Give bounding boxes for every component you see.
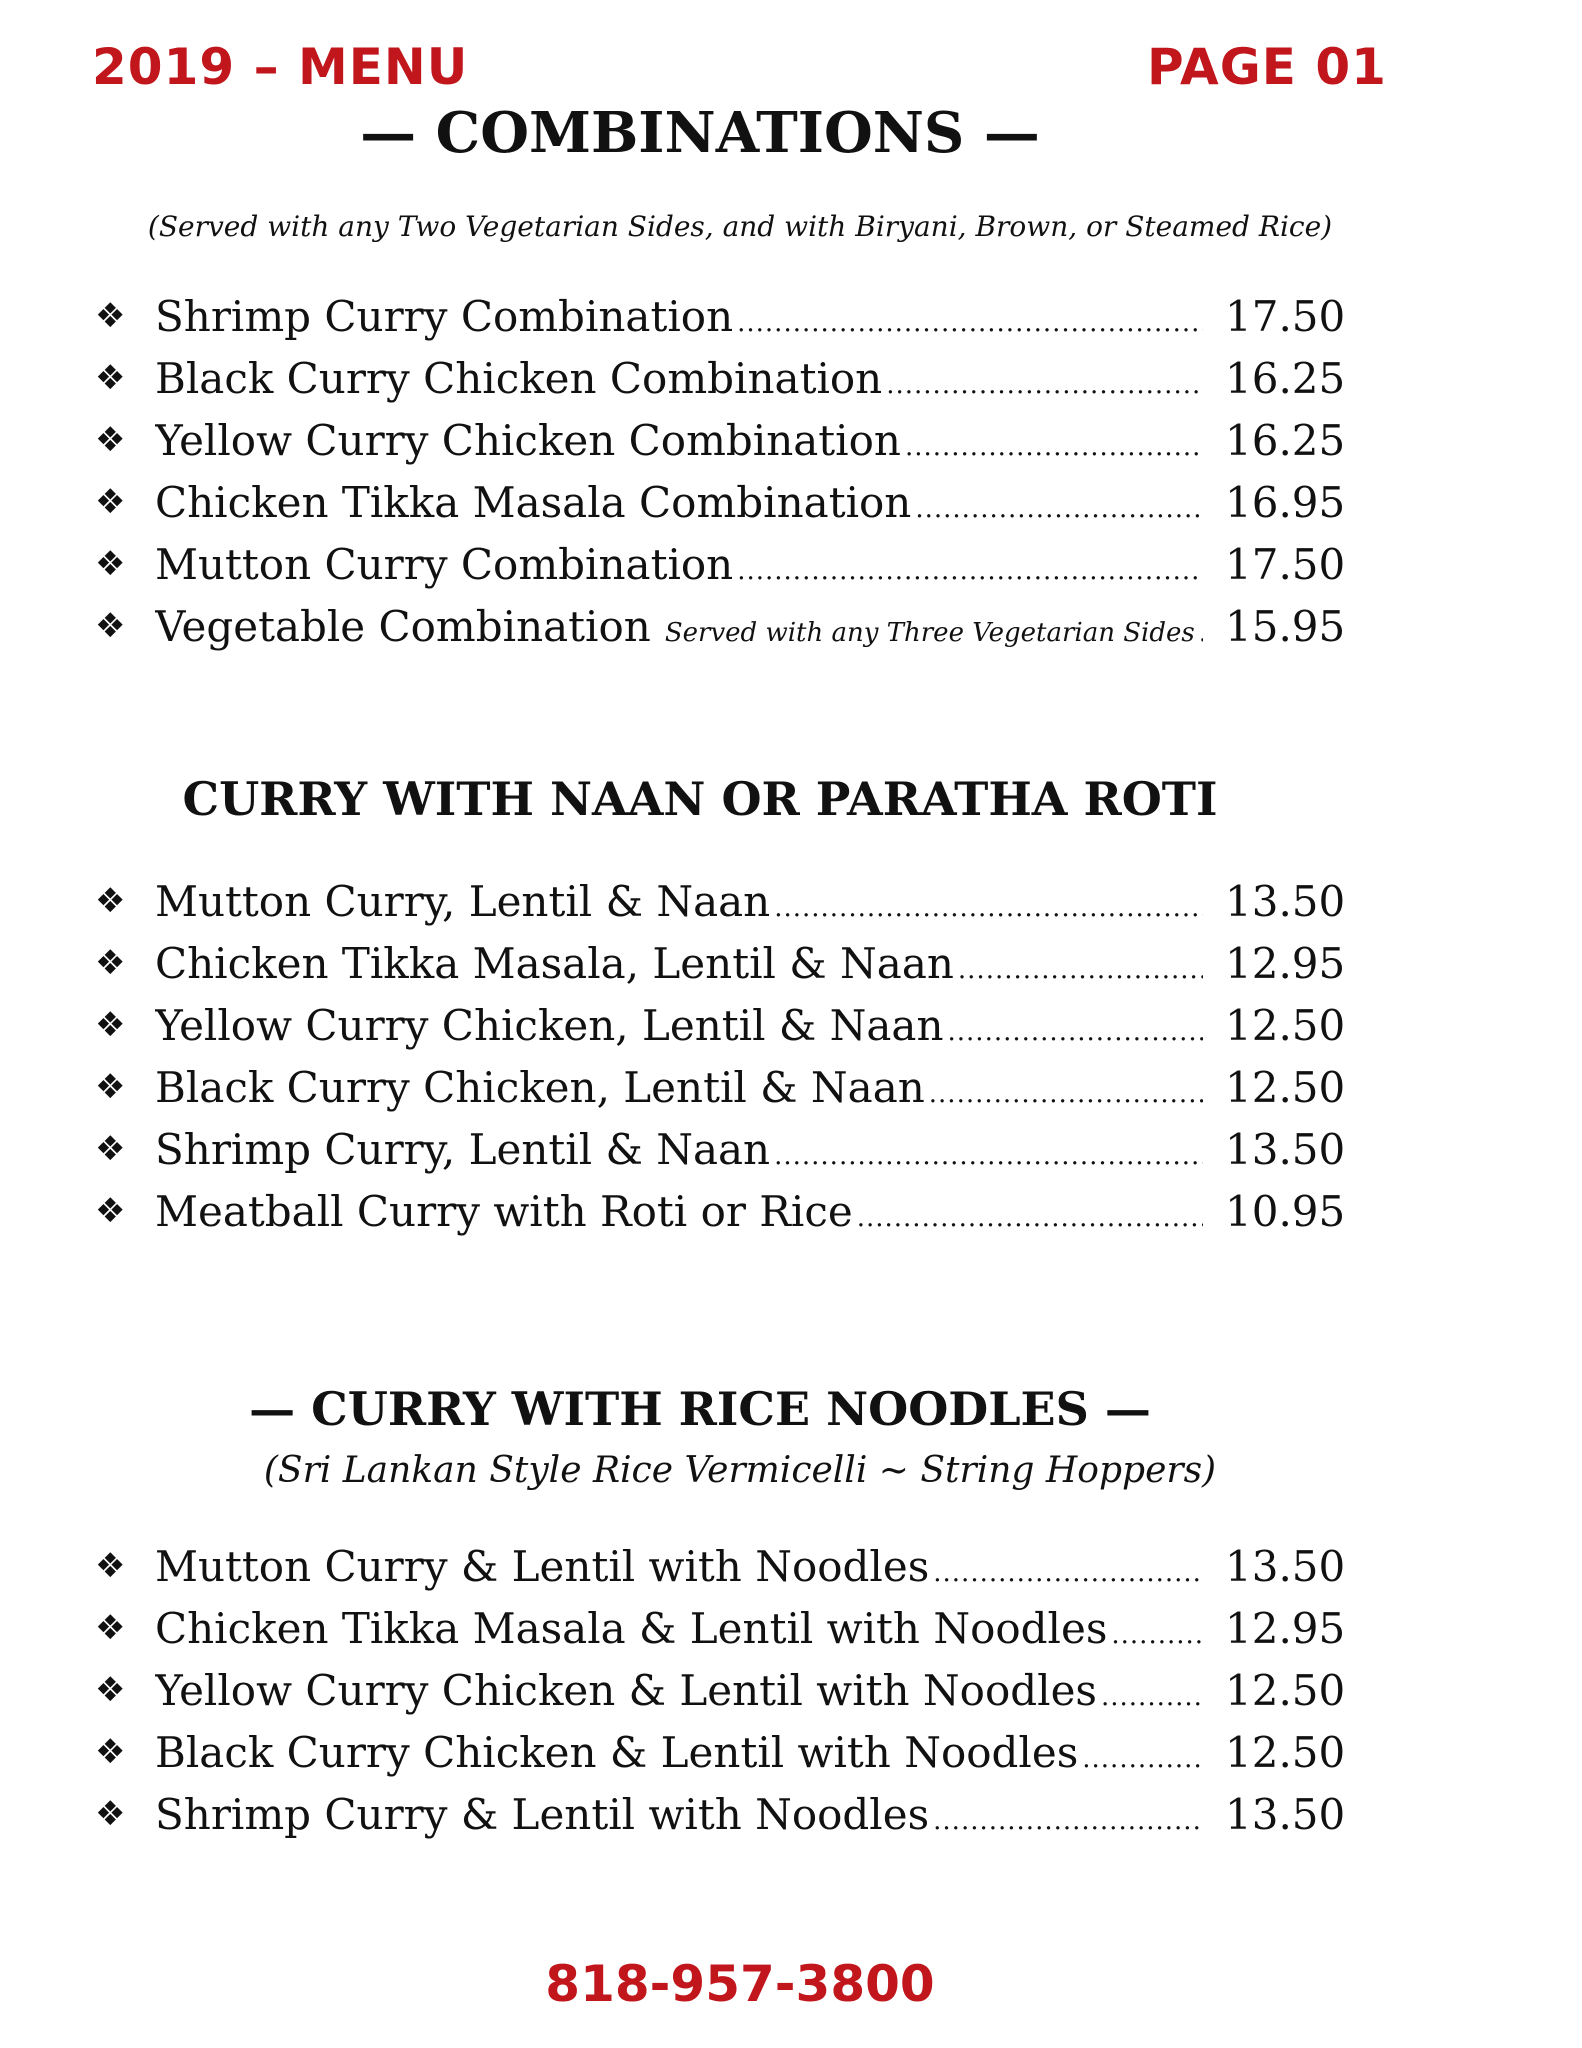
dot-leader — [1195, 618, 1203, 648]
section-subtitle-curry-noodles: (Sri Lankan Style Rice Vermicelli ~ String Hoppers) — [263, 1450, 1217, 1491]
diamond-bullet-icon: ❖ — [95, 358, 126, 398]
menu-item-price: 13.50 — [1225, 1124, 1346, 1174]
menu-item-price: 12.50 — [1225, 1062, 1346, 1112]
diamond-bullet-icon: ❖ — [95, 482, 126, 522]
menu-item-body — [155, 1666, 1203, 1715]
menu-item-price: 16.25 — [1225, 415, 1346, 465]
menu-item-price: 12.95 — [1225, 1603, 1346, 1653]
dot-leader — [1107, 1620, 1203, 1650]
menu-item-name: Mutton Curry & Lentil with Noodles — [155, 1541, 930, 1591]
dot-leader — [1078, 1744, 1203, 1774]
diamond-bullet-icon: ❖ — [95, 296, 126, 336]
diamond-bullet-icon: ❖ — [95, 1670, 126, 1710]
footer-phone-number: 818-957-3800 — [545, 1955, 935, 2013]
dot-leader — [925, 1079, 1203, 1109]
menu-item-name: Yellow Curry Chicken, Lentil & Naan — [155, 1000, 944, 1050]
menu-item-name: Chicken Tikka Masala, Lentil & Naan — [155, 938, 954, 988]
menu-item-body — [155, 478, 1203, 527]
dot-leader — [954, 955, 1203, 985]
menu-item-price: 13.50 — [1225, 1789, 1346, 1839]
item-list-combinations — [95, 285, 1355, 657]
menu-item-name: Yellow Curry Chicken Combination — [155, 415, 901, 465]
dot-leader — [911, 494, 1203, 524]
diamond-bullet-icon: ❖ — [95, 544, 126, 584]
diamond-bullet-icon: ❖ — [95, 1546, 126, 1586]
section-title-curry-noodles: — CURRY WITH RICE NOODLES — — [249, 1382, 1151, 1436]
menu-item-body — [155, 1790, 1203, 1839]
menu-item-name: Mutton Curry Combination — [155, 539, 734, 589]
menu-item-name: Mutton Curry, Lentil & Naan — [155, 876, 771, 926]
menu-item-row — [95, 409, 1355, 471]
menu-item-name: Yellow Curry Chicken & Lentil with Noodles — [155, 1665, 1097, 1715]
menu-item-price: 15.95 — [1225, 601, 1346, 651]
diamond-bullet-icon: ❖ — [95, 1794, 126, 1834]
menu-item-body — [155, 877, 1203, 926]
diamond-bullet-icon: ❖ — [95, 1005, 126, 1045]
menu-item-price: 10.95 — [1225, 1186, 1346, 1236]
menu-item-price: 17.50 — [1225, 291, 1346, 341]
dot-leader — [901, 432, 1203, 462]
menu-item-row — [95, 1721, 1355, 1783]
menu-item-price: 13.50 — [1225, 1541, 1346, 1591]
dot-leader — [929, 1558, 1203, 1588]
menu-item-row — [95, 1535, 1355, 1597]
diamond-bullet-icon: ❖ — [95, 1067, 126, 1107]
menu-item-row — [95, 533, 1355, 595]
menu-item-name: Black Curry Chicken Combination — [155, 353, 883, 403]
menu-item-name: Chicken Tikka Masala Combination — [155, 477, 912, 527]
diamond-bullet-icon: ❖ — [95, 606, 126, 646]
menu-item-row — [95, 932, 1355, 994]
menu-item-body — [155, 1063, 1203, 1112]
item-list-curry-noodles — [95, 1535, 1355, 1845]
menu-item-row — [95, 870, 1355, 932]
menu-item-name: Shrimp Curry, Lentil & Naan — [155, 1124, 771, 1174]
menu-item-body — [155, 1187, 1203, 1236]
menu-item-price: 17.50 — [1225, 539, 1346, 589]
menu-item-row — [95, 1597, 1355, 1659]
dot-leader — [929, 1806, 1203, 1836]
menu-item-name: Meatball Curry with Roti or Rice — [155, 1186, 853, 1236]
menu-item-row — [95, 994, 1355, 1056]
menu-item-name: Shrimp Curry & Lentil with Noodles — [155, 1789, 930, 1839]
menu-item-body — [155, 292, 1203, 341]
menu-item-row — [95, 285, 1355, 347]
diamond-bullet-icon: ❖ — [95, 943, 126, 983]
menu-item-body — [155, 602, 1203, 651]
dot-leader — [770, 1141, 1203, 1171]
diamond-bullet-icon: ❖ — [95, 881, 126, 921]
menu-item-row — [95, 1659, 1355, 1721]
menu-item-body — [155, 1001, 1203, 1050]
header-year-menu: 2019 – MENU — [92, 38, 469, 96]
diamond-bullet-icon: ❖ — [95, 1191, 126, 1231]
diamond-bullet-icon: ❖ — [95, 1129, 126, 1169]
dot-leader — [770, 893, 1203, 923]
dot-leader — [882, 370, 1203, 400]
menu-item-name: Chicken Tikka Masala & Lentil with Noodles — [155, 1603, 1108, 1653]
menu-item-body — [155, 1728, 1203, 1777]
diamond-bullet-icon: ❖ — [95, 420, 126, 460]
diamond-bullet-icon: ❖ — [95, 1608, 126, 1648]
menu-item-row — [95, 1180, 1355, 1242]
section-title-curry-naan: CURRY WITH NAAN OR PARATHA ROTI — [182, 772, 1218, 826]
menu-item-body — [155, 1542, 1203, 1591]
dot-leader — [944, 1017, 1203, 1047]
menu-item-row — [95, 1783, 1355, 1845]
menu-item-body — [155, 416, 1203, 465]
menu-item-price: 13.50 — [1225, 876, 1346, 926]
menu-item-name: Vegetable Combination — [155, 601, 651, 651]
dot-leader — [733, 556, 1203, 586]
menu-item-body — [155, 540, 1203, 589]
item-list-curry-naan — [95, 870, 1355, 1242]
header-page-number: PAGE 01 — [1147, 38, 1387, 96]
section-title-combinations: — COMBINATIONS — — [360, 100, 1040, 166]
dot-leader — [1097, 1682, 1203, 1712]
dot-leader — [733, 308, 1203, 338]
menu-item-row — [95, 1056, 1355, 1118]
menu-item-body — [155, 1604, 1203, 1653]
menu-item-name: Black Curry Chicken, Lentil & Naan — [155, 1062, 925, 1112]
menu-item-row — [95, 347, 1355, 409]
menu-item-price: 16.25 — [1225, 353, 1346, 403]
diamond-bullet-icon: ❖ — [95, 1732, 126, 1772]
menu-item-row — [95, 595, 1355, 657]
menu-item-name: Shrimp Curry Combination — [155, 291, 734, 341]
menu-item-note: Served with any Three Vegetarian Sides — [664, 617, 1195, 648]
menu-item-body — [155, 354, 1203, 403]
dot-leader — [853, 1203, 1203, 1233]
menu-item-price: 12.50 — [1225, 1727, 1346, 1777]
menu-item-price: 16.95 — [1225, 477, 1346, 527]
menu-item-price: 12.50 — [1225, 1665, 1346, 1715]
section-subtitle-combinations: (Served with any Two Vegetarian Sides, and with Biryani, Brown, or Steamed Rice) — [147, 210, 1333, 243]
menu-item-row — [95, 471, 1355, 533]
menu-item-body — [155, 1125, 1203, 1174]
menu-item-price: 12.50 — [1225, 1000, 1346, 1050]
menu-item-price: 12.95 — [1225, 938, 1346, 988]
menu-item-body — [155, 939, 1203, 988]
menu-item-row — [95, 1118, 1355, 1180]
menu-item-name: Black Curry Chicken & Lentil with Noodles — [155, 1727, 1079, 1777]
